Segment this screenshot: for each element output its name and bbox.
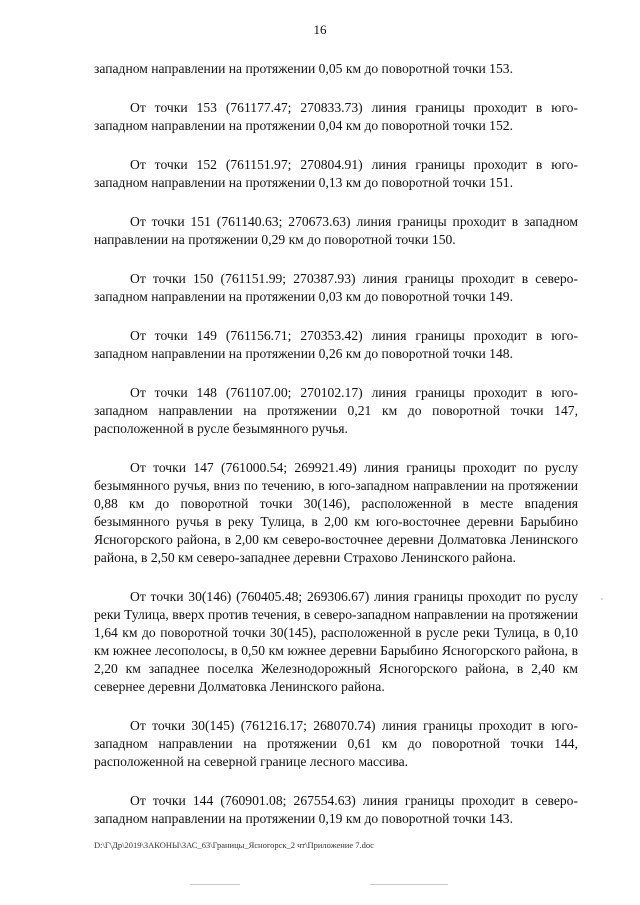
paragraph-point-148: От точки 148 (761107.00; 270102.17) линия границы проходит в юго-западном направлении на протяжении 0,21 км до поворотной точки 147, расположенной в русле безымянного ручья. (94, 385, 578, 436)
page-number: 16 (313, 22, 327, 37)
paragraph-point-152: От точки 152 (761151.97; 270804.91) линия границы проходит в юго-западном направлении на протяжении 0,13 км до поворотной точки 151. (94, 157, 578, 190)
paragraph-point-144: От точки 144 (760901.08; 267554.63) линия границы проходит в северо-западном направлении на протяжении 0,19 км до поворотной точки 143. (94, 793, 578, 826)
paragraph-point-30-146: От точки 30(146) (760405.48; 269306.67) линия границы проходит по руслу реки Тулица, вверх против течения, в северо-западном направлении на протяжении 1,64 км до поворотной точки 30(145), расположенной в русле реки Тулица, в 0,10 км южнее лесополосы, в 0,50 км южнее деревни Барыбино Ясногорского района, в 2,20 км западнее поселка Железнодорожный Ясногорского района, в 2,40 км севернее деревни Долматовка Ленинского района. (94, 589, 578, 694)
scan-artifact-line (370, 884, 448, 885)
scan-artifact-speck (601, 598, 603, 600)
paragraph-point-149: От точки 149 (761156.71; 270353.42) линия границы проходит в юго-западном направлении на протяжении 0,26 км до поворотной точки 148. (94, 328, 578, 361)
footer-file-path: D:\Г\Др\2019\ЗАКОНЫ\ЗАС_63\Границы_Ясногорск_2 чт\Приложение 7.doc (94, 840, 374, 850)
paragraph-point-153: От точки 153 (761177.47; 270833.73) линия границы проходит в юго-западном направлении на протяжении 0,04 км до поворотной точки 152. (94, 100, 578, 133)
scan-artifact-line (190, 884, 240, 885)
paragraph-point-147: От точки 147 (761000.54; 269921.49) линия границы проходит по руслу безымянного ручья, вниз по течению, в юго-западном направлении на протяжении 0,88 км до поворотной точки 30(146), расположенной в месте впадения безымянного ручья в реку Тулица, в 2,00 км юго-восточнее деревни Барыбино Ясногорского района, в 2,00 км северо-восточнее деревни Долматовка Ленинского района, в 2,50 км северо-западнее деревни Страхово Ленинского района. (94, 460, 578, 565)
paragraph-point-151: От точки 151 (761140.63; 270673.63) линия границы проходит в западном направлении на протяжении 0,29 км до поворотной точки 150. (94, 214, 578, 247)
paragraph-point-150: От точки 150 (761151.99; 270387.93) линия границы проходит в северо-западном направлении на протяжении 0,03 км до поворотной точки 149. (94, 271, 578, 304)
paragraph-continuation: западном направлении на протяжении 0,05 км до поворотной точки 153. (94, 61, 513, 76)
document-body (94, 60, 578, 849)
paragraph-point-30-145: От точки 30(145) (761216.17; 268070.74) линия границы проходит в юго-западном направлении на протяжении 0,61 км до поворотной точки 144, расположенной на северной границе лесного массива. (94, 718, 578, 769)
